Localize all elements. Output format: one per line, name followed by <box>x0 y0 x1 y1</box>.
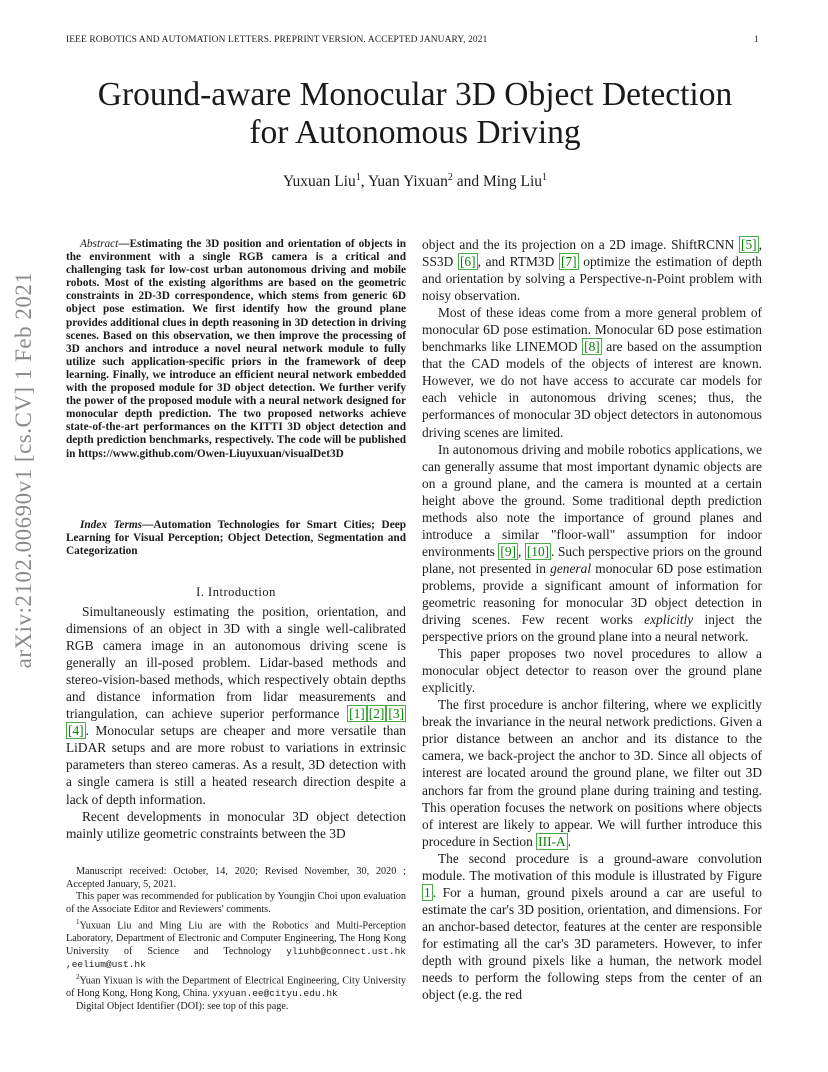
citation-link[interactable]: [2] <box>368 706 385 722</box>
author-sep: , <box>360 173 368 191</box>
author-1-affil: 1 <box>355 172 361 183</box>
text: The first procedure is anchor filtering, where we explicitly break the invariance in the neural network predictions. Given a prior distance between an anchor and its distance to the camera, we back-project the anchor to 3D. Since all objects of interest are located around the ground plane, we filter out 3D anchors far from the ground plane during training and testing. This operation focuses the network on positions where objects of interest are likely to appear. We will further introduce this procedure in Section <box>422 697 762 849</box>
footnote-marker: 1 <box>76 918 80 927</box>
text: are based on the assumption that the CAD models of the objects of interest are known. However, we do not have access to accurate car models for each vehicle in autonomous driving scenes; thus, the performances of monocular 3D object detectors in autonomous driving scenes are limited. <box>422 339 763 440</box>
abstract-label: Abstract <box>80 238 119 250</box>
paragraph: This paper proposes two novel procedures to allow a monocular object detector to reason over the ground plane explicitly. <box>422 646 762 696</box>
footnote: Digital Object Identifier (DOI): see top of this page. <box>76 1000 289 1012</box>
author-2-affil: 2 <box>447 172 453 183</box>
author-3-affil: 1 <box>542 172 548 183</box>
text: object and the its projection on a 2D image. ShiftRCNN <box>422 237 740 252</box>
emphasis: general <box>550 560 592 576</box>
citation-link[interactable]: [1] <box>349 706 365 722</box>
citation-link[interactable]: [7] <box>560 254 577 270</box>
text: Simultaneously estimating the position, orientation, and dimensions of an object in 3D with a single well-calibrated RGB camera image in an autonomous driving scene is generally an ill-posed problem. Lidar-based methods and stereo-vision-based methods, which respectively obtain depths and distance information from lidar measurements and triangulation, can achieve superior performance <box>66 604 406 722</box>
section-heading-introduction: I. Introduction <box>196 585 276 599</box>
abstract <box>66 238 406 461</box>
text: Yuxuan Liu and Ming Liu are with the Robotics and Multi-Perception Laboratory, Department of Electronic and Computer Engineering, The Hong Kong University of Science and Technology <box>66 920 406 957</box>
text: optimize the estimation of depth and orientation by solving a Perspective-n-Point problem with noisy observation. <box>422 254 762 304</box>
author-sep: and <box>452 173 484 191</box>
text: The second procedure is a ground-aware convolution module. The motivation of this module is illustrated by Figure <box>422 850 762 883</box>
running-header: IEEE ROBOTICS AND AUTOMATION LETTERS. PREPRINT VERSION. ACCEPTED JANUARY, 2021 <box>66 35 488 45</box>
paragraph <box>422 236 762 304</box>
title-line-2: for Autonomous Driving <box>249 114 581 151</box>
paragraph: Recent developments in monocular 3D object detection mainly utilize geometric constraints between the 3D <box>66 808 406 841</box>
text: Yuan Yixuan is with the Department of Electrical Engineering, City University of Hong Kong, Hong Kong, China. <box>66 975 406 1000</box>
footnote: This paper was recommended for publication by Youngjin Choi upon evaluation of the Associate Editor and Reviewers' comments. <box>66 891 406 915</box>
page-number: 1 <box>754 35 759 45</box>
footnote <box>66 916 406 971</box>
text: . Such perspective priors on the ground plane, not presented in <box>422 543 762 576</box>
intro-right-column <box>422 236 762 1003</box>
text: monocular 6D pose estimation problems, provide a significant amount of information for geometric reasoning for monocular 3D object detection in driving scenes. Few recent works <box>422 560 762 628</box>
paragraph <box>422 696 762 849</box>
abstract-text: —Estimating the 3D position and orientation of objects in the environment with a single RGB camera is a critical and challenging task for low-cost urban autonomous driving and mobile robots. Most of the existing algorithms are based on the geometric constraints in 2D-3D correspondence, which stems from generic 6D object pose estimation. We first identify how the ground plane provides additional clues in depth reasoning in 3D detection in driving scenes. Based on this observation, we then improve the processing of 3D anchors and introduce a novel neural network module to fully utilize such application-specific priors in the framework of deep learning. Finally, we introduce an efficient neural network embedded with the proposed module for 3D object detection. We further verify the power of the proposed module with a neural network designed for monocular depth prediction. The two proposed networks achieve state-of-the-art performances on the KITTI 3D object detection and depth prediction benchmarks, respectively. The code will be published in https://www.github.com/Owen-Liuyuxuan/visualDet3D <box>66 238 406 460</box>
author-1: Yuxuan Liu <box>282 173 356 191</box>
footnote-marker: 2 <box>76 973 80 982</box>
title-line-1: Ground-aware Monocular 3D Object Detection <box>97 76 733 113</box>
citation-link[interactable]: [5] <box>741 237 757 252</box>
arxiv-sidebar <box>0 0 50 1072</box>
emphasis: explicitly <box>644 612 694 628</box>
email: yxyuan.ee@cityu.edu.hk <box>212 988 338 1000</box>
text: . For a human, ground pixels around a car are useful to estimate the car's 3D position, orientation, and dimensions. For an anchor-based detector, features at the center are responsible for estimating all the car's 3D parameters. However, to infer depth with ground pixels like a human, the network model needs to perform the following steps from the center of an object (e.g. the red <box>422 884 762 1003</box>
paragraph <box>66 603 406 808</box>
footnote <box>66 971 406 1001</box>
paper-title <box>60 76 770 152</box>
citation-link[interactable]: [10] <box>526 543 550 559</box>
text: . Monocular setups are cheaper and more versatile than LiDAR setups and are more robust to variations in extrinsic parameters than stereo cameras. As a result, 3D detection with a single camera is still a heated research direction despite a lack of depth information. <box>66 723 406 807</box>
author-list <box>60 172 770 191</box>
text: , <box>518 543 525 559</box>
citation-link[interactable]: [9] <box>500 543 516 559</box>
index-terms-label: Index Terms <box>80 519 143 531</box>
author-2: Yuan Yixuan <box>367 173 448 191</box>
author-3: Ming Liu <box>483 173 543 191</box>
arxiv-id: arXiv:2102.00690v1 [cs.CV] 1 Feb 2021 <box>11 271 36 669</box>
text: , SS3D <box>422 237 762 270</box>
index-terms-text: —Automation Technologies for Smart Cities; Deep Learning for Visual Perception; Object Detection, Segmentation and Categorization <box>66 519 407 558</box>
citation-link[interactable]: [8] <box>584 339 600 355</box>
index-terms <box>66 519 406 558</box>
footnotes <box>66 866 406 1013</box>
citation-link[interactable]: [3] <box>388 706 404 722</box>
text: inject the perspective priors on the ground plane into a neural network. <box>422 612 762 645</box>
citation-link[interactable]: [4] <box>68 723 84 739</box>
section-link[interactable]: III-A <box>538 833 566 849</box>
intro-left-column <box>66 603 406 842</box>
text: , and RTM3D <box>477 254 559 270</box>
figure-link[interactable]: 1 <box>424 884 431 900</box>
footnote: Manuscript received: October, 14, 2020; Revised November, 30, 2020 ; Accepted January, 5, 2021. <box>66 866 406 890</box>
paragraph <box>422 304 762 440</box>
text: Most of these ideas come from a more general problem of monocular 6D pose estimation. Monocular 6D pose estimation benchmarks like LINEMOD <box>422 305 762 355</box>
text: In autonomous driving and mobile robotics applications, we can generally assume that most important dynamic objects are on a ground plane, and the camera is mounted at a certain height above the ground. Some traditional depth prediction methods also note the importance of ground planes and introduce a similar "floor-wall" assumption for indoor environments <box>422 441 762 559</box>
text: . <box>567 833 572 849</box>
citation-link[interactable]: [6] <box>459 254 476 270</box>
email: yliuhb@connect.ust.hk ,eelium@ust.hk <box>66 945 406 970</box>
paragraph <box>422 850 762 1003</box>
paragraph <box>422 441 762 646</box>
